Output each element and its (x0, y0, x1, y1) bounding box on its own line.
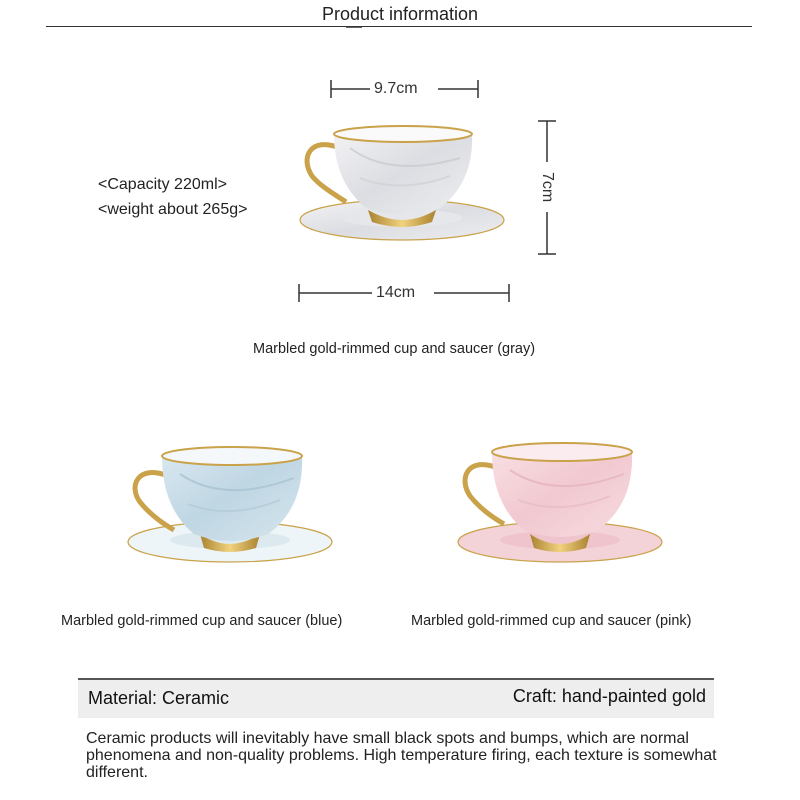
weight-label: <weight about 265g> (98, 201, 248, 218)
caption-blue: Marbled gold-rimmed cup and saucer (blue) (61, 613, 343, 629)
header-divider (46, 26, 752, 27)
pink-cup-image (452, 438, 666, 564)
quality-note: Ceramic products will inevitably have small black spots and bumps, which are normal phenomena and non-quality problems. High temperature firing, each texture is somewhat different. (86, 730, 717, 781)
dimension-width-top-label: 9.7cm (374, 80, 418, 97)
blue-cup-image (124, 438, 338, 564)
page-title: Product information (321, 4, 479, 24)
craft-label: Craft: hand-painted gold (512, 686, 706, 706)
dimension-height-label: 7cm (539, 172, 556, 203)
dimension-width-saucer-label: 14cm (376, 284, 416, 301)
material-label: Material: Ceramic (88, 688, 230, 708)
capacity-label: <Capacity 220ml> (98, 176, 227, 193)
gray-cup-image (290, 118, 510, 242)
header-tick (346, 27, 362, 31)
caption-gray: Marbled gold-rimmed cup and saucer (gray) (253, 341, 536, 357)
caption-pink: Marbled gold-rimmed cup and saucer (pink) (411, 613, 692, 629)
